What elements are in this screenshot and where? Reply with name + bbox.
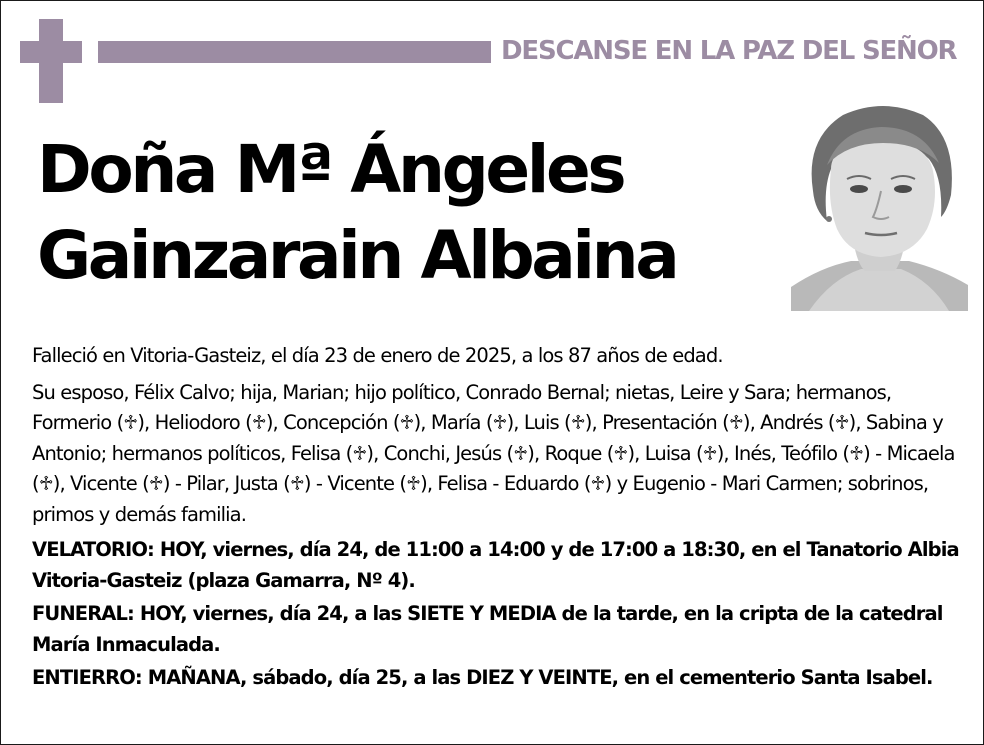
wake-info: VELATORIO: HOY, viernes, día 24, de 11:00 a 14:00 y de 17:00 a 18:30, en el Tanatorio Albia Vitoria-Gasteiz (plaza Gamarra, Nº 4).: [32, 538, 959, 592]
header-motto: DESCANSE EN LA PAZ DEL SEÑOR: [501, 36, 957, 66]
deceased-name: [37, 127, 777, 299]
deceased-name-line2: Gainzarain Albaina: [37, 217, 677, 294]
funeral-info: FUNERAL: HOY, viernes, día 24, a las SIETE Y MEDIA de la tarde, en la cripta de la catedral María Inmaculada.: [32, 602, 943, 656]
family-list: Su esposo, Félix Calvo; hija, Marian; hijo político, Conrado Bernal; nietas, Leire y Sara; hermanos, Formerio (♱), Heliodoro (♱), Concepción (♱), María (♱), Luis (♱), Presentación (♱), Andrés (♱), Sabina y Antonio; hermanos políticos, Felisa (♱), Conchi, Jesús (♱), Roque (♱), Luisa (♱), Inés, Teófilo (♱) - Micaela (♱), Vicente (♱) - Pilar, Justa (♱) - Vicente (♱), Felisa - Eduardo (♱) y Eugenio - Mari Carmen; sobrinos, primos y demás familia.: [32, 380, 955, 526]
cross-icon-arm: [20, 41, 82, 63]
deceased-portrait-photo: [791, 99, 968, 311]
header-divider-bar: [98, 41, 491, 63]
death-announcement: Falleció en Vitoria-Gasteiz, el día 23 de enero de 2025, a los 87 años de edad.: [32, 344, 723, 367]
deceased-name-line1: Doña Mª Ángeles: [37, 131, 624, 208]
notice-body: [32, 341, 962, 694]
burial-info: ENTIERRO: MAÑANA, sábado, día 25, a las DIEZ Y VEINTE, en el cementerio Santa Isabel.: [32, 666, 933, 689]
